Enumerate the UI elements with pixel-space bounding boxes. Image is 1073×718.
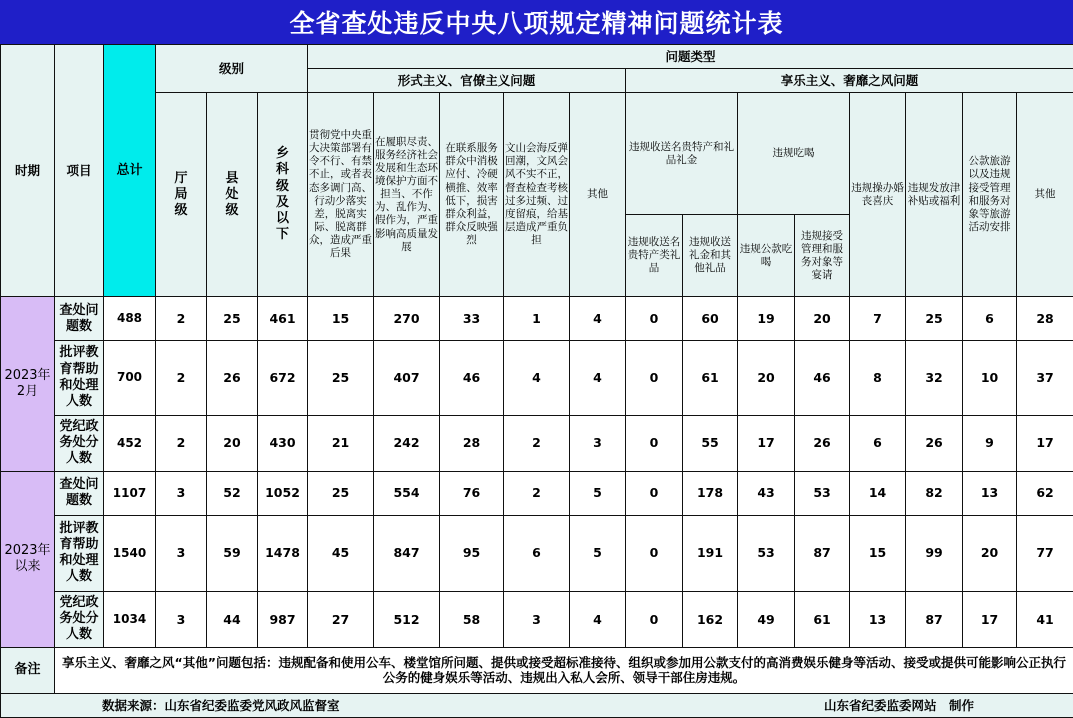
cell: 512 bbox=[374, 591, 440, 647]
header-item: 项目 bbox=[55, 45, 104, 297]
header-level-township: 乡科级及以下 bbox=[258, 93, 308, 297]
cell: 2 bbox=[156, 297, 207, 341]
cell: 178 bbox=[683, 471, 738, 515]
note-label: 备注 bbox=[1, 647, 55, 693]
cell: 5 bbox=[570, 515, 626, 591]
cell: 987 bbox=[258, 591, 308, 647]
cell: 0 bbox=[626, 341, 683, 415]
cell: 0 bbox=[626, 297, 683, 341]
header-formalism: 形式主义、官僚主义问题 bbox=[308, 69, 626, 93]
statistics-table bbox=[0, 44, 1073, 718]
cell: 25 bbox=[906, 297, 963, 341]
row-item: 党纪政务处分人数 bbox=[55, 591, 104, 647]
cell: 99 bbox=[906, 515, 963, 591]
cell: 21 bbox=[308, 415, 374, 471]
cell: 270 bbox=[374, 297, 440, 341]
cell-total: 452 bbox=[104, 415, 156, 471]
cell: 0 bbox=[626, 591, 683, 647]
cell: 20 bbox=[795, 297, 850, 341]
cell: 33 bbox=[440, 297, 504, 341]
footer-row bbox=[1, 693, 1073, 717]
cell: 8 bbox=[850, 341, 906, 415]
cell: 52 bbox=[207, 471, 258, 515]
cell: 2 bbox=[156, 341, 207, 415]
header-formalism-other: 其他 bbox=[570, 93, 626, 297]
cell: 3 bbox=[156, 591, 207, 647]
cell: 43 bbox=[738, 471, 795, 515]
cell: 26 bbox=[207, 341, 258, 415]
cell: 2 bbox=[504, 415, 570, 471]
cell: 61 bbox=[795, 591, 850, 647]
table-row bbox=[1, 515, 1073, 591]
cell: 77 bbox=[1017, 515, 1073, 591]
cell: 46 bbox=[795, 341, 850, 415]
cell: 53 bbox=[738, 515, 795, 591]
header-formalism-col-1: 贯彻党中央重大决策部署有令不行、有禁不止，或者表态多调门高、行动少落实差，脱离实际、脱离群众，造成严重后果 bbox=[308, 93, 374, 297]
header-formalism-col-4: 文山会海反弹回潮，文风会风不实不正，督查检查考核过多过频、过度留痕，给基层造成严重负担 bbox=[504, 93, 570, 297]
cell: 847 bbox=[374, 515, 440, 591]
cell: 0 bbox=[626, 471, 683, 515]
cell: 6 bbox=[504, 515, 570, 591]
footer bbox=[1, 693, 1073, 717]
cell: 44 bbox=[207, 591, 258, 647]
cell: 0 bbox=[626, 515, 683, 591]
table-row bbox=[1, 341, 1073, 415]
row-item: 查处问题数 bbox=[55, 471, 104, 515]
table-row bbox=[1, 297, 1073, 341]
cell-total: 488 bbox=[104, 297, 156, 341]
header-problem-type: 问题类型 bbox=[308, 45, 1073, 69]
cell: 2 bbox=[504, 471, 570, 515]
header-hedonism: 享乐主义、奢靡之风问题 bbox=[626, 69, 1073, 93]
cell: 25 bbox=[308, 341, 374, 415]
header-gift-group: 违规收送名贵特产和礼品礼金 bbox=[626, 93, 738, 215]
cell: 26 bbox=[906, 415, 963, 471]
cell: 59 bbox=[207, 515, 258, 591]
cell: 20 bbox=[738, 341, 795, 415]
cell: 9 bbox=[963, 415, 1017, 471]
cell: 60 bbox=[683, 297, 738, 341]
cell: 32 bbox=[906, 341, 963, 415]
cell: 554 bbox=[374, 471, 440, 515]
cell: 25 bbox=[207, 297, 258, 341]
cell: 87 bbox=[795, 515, 850, 591]
cell: 191 bbox=[683, 515, 738, 591]
cell: 58 bbox=[440, 591, 504, 647]
header-formalism-col-2: 在履职尽责、服务经济社会发展和生态环境保护方面不担当、不作为、乱作为、假作为，严重影响高质量发展 bbox=[374, 93, 440, 297]
cell: 76 bbox=[440, 471, 504, 515]
header-eat-group: 违规吃喝 bbox=[738, 93, 850, 215]
table-row bbox=[1, 471, 1073, 515]
cell: 4 bbox=[504, 341, 570, 415]
cell: 19 bbox=[738, 297, 795, 341]
cell: 3 bbox=[156, 515, 207, 591]
cell: 28 bbox=[1017, 297, 1073, 341]
table-row bbox=[1, 415, 1073, 471]
cell: 6 bbox=[850, 415, 906, 471]
cell: 242 bbox=[374, 415, 440, 471]
header-gift-money: 违规收送礼金和其他礼品 bbox=[683, 215, 738, 297]
cell: 62 bbox=[1017, 471, 1073, 515]
table-header bbox=[1, 45, 1073, 297]
cell: 41 bbox=[1017, 591, 1073, 647]
cell: 27 bbox=[308, 591, 374, 647]
cell: 49 bbox=[738, 591, 795, 647]
cell: 10 bbox=[963, 341, 1017, 415]
header-level-county: 县处级 bbox=[207, 93, 258, 297]
cell: 53 bbox=[795, 471, 850, 515]
cell-total: 1540 bbox=[104, 515, 156, 591]
cell: 55 bbox=[683, 415, 738, 471]
cell: 2 bbox=[156, 415, 207, 471]
row-item: 批评教育帮助和处理人数 bbox=[55, 515, 104, 591]
cell: 15 bbox=[308, 297, 374, 341]
cell: 3 bbox=[156, 471, 207, 515]
cell: 25 bbox=[308, 471, 374, 515]
cell: 430 bbox=[258, 415, 308, 471]
header-period: 时期 bbox=[1, 45, 55, 297]
maker: 山东省纪委监委网站 制作 bbox=[824, 697, 975, 713]
cell: 3 bbox=[570, 415, 626, 471]
cell: 162 bbox=[683, 591, 738, 647]
cell: 1052 bbox=[258, 471, 308, 515]
row-item: 批评教育帮助和处理人数 bbox=[55, 341, 104, 415]
note-row bbox=[1, 647, 1073, 693]
row-item: 查处问题数 bbox=[55, 297, 104, 341]
cell: 7 bbox=[850, 297, 906, 341]
cell-total: 700 bbox=[104, 341, 156, 415]
cell: 13 bbox=[850, 591, 906, 647]
header-level-bureau: 厅局级 bbox=[156, 93, 207, 297]
header-travel: 公款旅游以及违规接受管理和服务对象等旅游活动安排 bbox=[963, 93, 1017, 297]
cell: 4 bbox=[570, 297, 626, 341]
cell: 5 bbox=[570, 471, 626, 515]
cell: 1 bbox=[504, 297, 570, 341]
table-body bbox=[1, 297, 1073, 718]
cell: 46 bbox=[440, 341, 504, 415]
header-wedding-funeral: 违规操办婚丧喜庆 bbox=[850, 93, 906, 297]
cell: 4 bbox=[570, 341, 626, 415]
cell: 17 bbox=[1017, 415, 1073, 471]
cell: 26 bbox=[795, 415, 850, 471]
header-subsidy: 违规发放津补贴或福利 bbox=[906, 93, 963, 297]
cell: 3 bbox=[504, 591, 570, 647]
cell: 61 bbox=[683, 341, 738, 415]
cell: 407 bbox=[374, 341, 440, 415]
cell: 37 bbox=[1017, 341, 1073, 415]
cell: 17 bbox=[738, 415, 795, 471]
data-source: 数据来源：山东省纪委监委党风政风监督室 bbox=[102, 697, 340, 713]
period-label: 2023年2月 bbox=[1, 297, 55, 471]
cell: 17 bbox=[963, 591, 1017, 647]
cell-total: 1107 bbox=[104, 471, 156, 515]
cell: 4 bbox=[570, 591, 626, 647]
header-gift-specialty: 违规收送名贵特产类礼品 bbox=[626, 215, 683, 297]
cell: 20 bbox=[963, 515, 1017, 591]
period-label: 2023年以来 bbox=[1, 471, 55, 647]
cell-total: 1034 bbox=[104, 591, 156, 647]
cell: 82 bbox=[906, 471, 963, 515]
cell: 1478 bbox=[258, 515, 308, 591]
cell: 95 bbox=[440, 515, 504, 591]
header-level: 级别 bbox=[156, 45, 308, 93]
cell: 672 bbox=[258, 341, 308, 415]
cell: 87 bbox=[906, 591, 963, 647]
cell: 13 bbox=[963, 471, 1017, 515]
header-hedonism-other: 其他 bbox=[1017, 93, 1073, 297]
cell: 28 bbox=[440, 415, 504, 471]
row-item: 党纪政务处分人数 bbox=[55, 415, 104, 471]
header-total: 总计 bbox=[104, 45, 156, 297]
cell: 45 bbox=[308, 515, 374, 591]
header-eat-banquet: 违规接受管理和服务对象等宴请 bbox=[795, 215, 850, 297]
cell: 6 bbox=[963, 297, 1017, 341]
cell: 0 bbox=[626, 415, 683, 471]
cell: 15 bbox=[850, 515, 906, 591]
table-title: 全省查处违反中央八项规定精神问题统计表 bbox=[0, 0, 1073, 45]
header-eat-public: 违规公款吃喝 bbox=[738, 215, 795, 297]
header-formalism-col-3: 在联系服务群众中消极应付、冷硬横推、效率低下，损害群众利益，群众反映强烈 bbox=[440, 93, 504, 297]
table-row bbox=[1, 591, 1073, 647]
cell: 461 bbox=[258, 297, 308, 341]
cell: 20 bbox=[207, 415, 258, 471]
note-text: 享乐主义、奢靡之风“其他”问题包括：违规配备和使用公车、楼堂馆所问题、提供或接受超标准接待、组织或参加用公款支付的高消费娱乐健身等活动、接受或提供可能影响公正执行公务的健身娱乐等活动、违规出入私人会所、领导干部住房违规。 bbox=[55, 647, 1073, 693]
cell: 14 bbox=[850, 471, 906, 515]
